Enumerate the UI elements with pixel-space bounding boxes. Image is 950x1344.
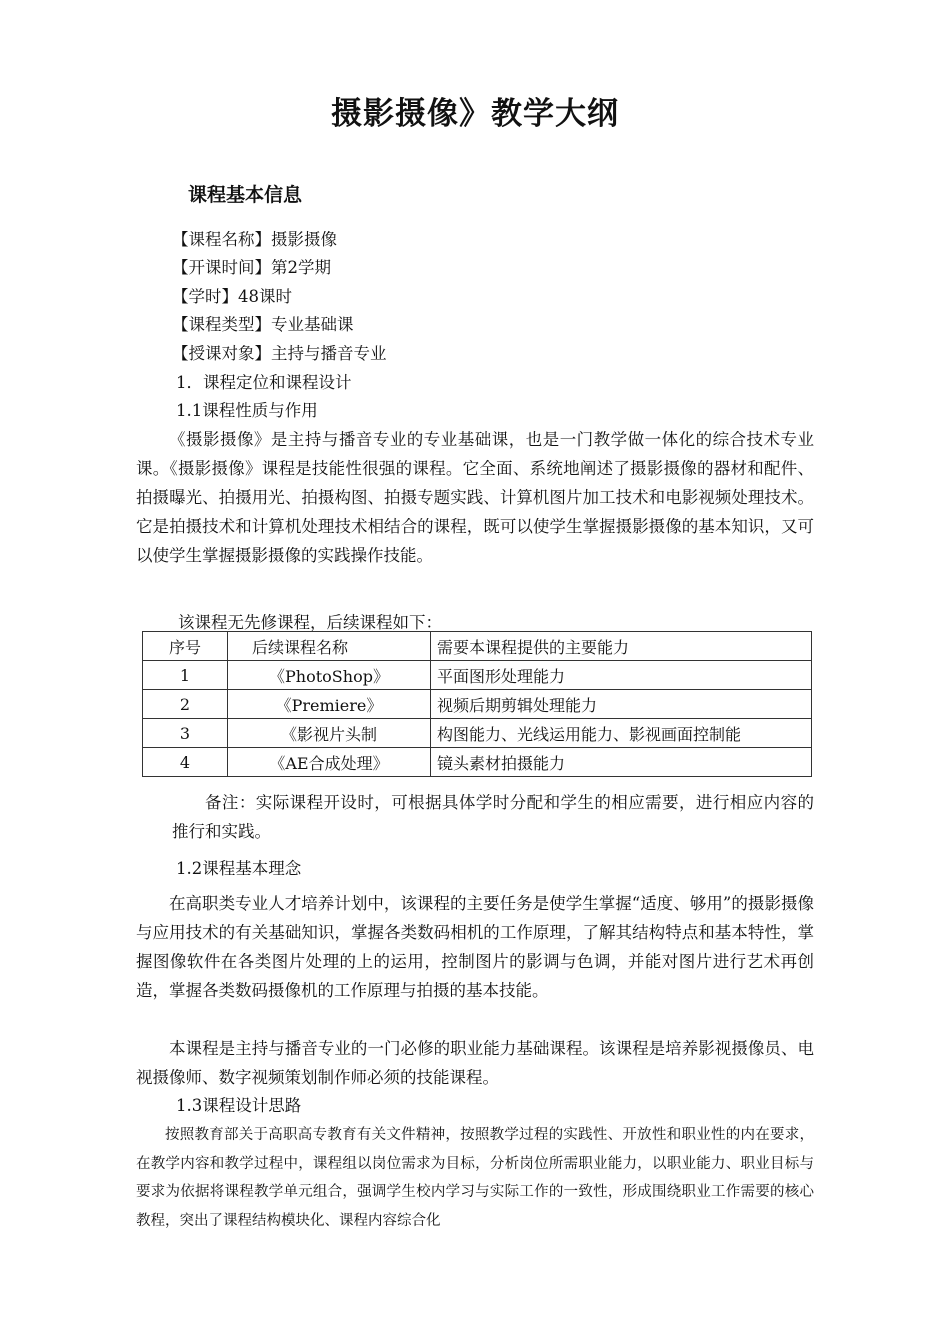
table-row xyxy=(143,719,812,748)
table-cell: 镜头素材拍摄能力 xyxy=(431,748,812,777)
heading-1-1: 1.1课程性质与作用 xyxy=(176,401,318,420)
table-header-cell: 需要本课程提供的主要能力 xyxy=(431,632,812,661)
table-cell: 《PhotoShop》 xyxy=(228,661,431,690)
heading-1-3: 1.3课程设计思路 xyxy=(176,1096,302,1115)
section-heading: 课程基本信息 xyxy=(188,184,303,206)
table-intro: 该课程无先修课程，后续课程如下： xyxy=(178,613,442,632)
table-row xyxy=(143,661,812,690)
paragraph-required-course: 本课程是主持与播音专业的一门必修的职业能力基础课程。该课程是培养影视摄像员、电视摄像师、数字视频策划制作师必须的技能课程。 xyxy=(136,1039,814,1087)
table-note: 备注：实际课程开设时，可根据具体学时分配和学生的相应需要，进行相应内容的推行和实践。 xyxy=(172,793,814,841)
table-header-cell: 序号 xyxy=(143,632,228,661)
table-cell: 3 xyxy=(143,719,228,748)
paragraph-philosophy: 在高职类专业人才培养计划中，该课程的主要任务是使学生掌握“适度、够用”的摄影摄像与应用技术的有关基础知识，掌握各类数码相机的工作原理，了解其结构特点和基本特性，掌握图像软件在各类图片处理的上的运用，控制图片的影调与色调，并能对图片进行艺术再创造，掌握各类数码摄像机的工作原理与拍摄的基本技能。 xyxy=(136,894,814,1000)
table-header-cell: 后续课程名称 xyxy=(228,632,431,661)
info-hours: 【学时】48课时 xyxy=(172,287,292,306)
table-cell: 构图能力、光线运用能力、影视画面控制能 xyxy=(431,719,812,748)
info-course-type: 【课程类型】专业基础课 xyxy=(172,315,354,334)
table-cell: 视频后期剪辑处理能力 xyxy=(431,690,812,719)
info-term: 【开课时间】第2学期 xyxy=(172,258,331,277)
info-audience: 【授课对象】主持与播音专业 xyxy=(172,344,387,363)
table-row xyxy=(143,690,812,719)
table-cell: 4 xyxy=(143,748,228,777)
follow-up-course-table xyxy=(142,631,812,777)
paragraph-nature: 《摄影摄像》是主持与播音专业的专业基础课，也是一门教学做一体化的综合技术专业课。《摄影摄像》课程是技能性很强的课程。它全面、系统地阐述了摄影摄像的器材和配件、拍摄曝光、拍摄用光、拍摄构图、拍摄专题实践、计算机图片加工技术和电影视频处理技术。它是拍摄技术和计算机处理技术相结合的课程，既可以使学生掌握摄影摄像的基本知识，又可以使学生掌握摄影摄像的实践操作技能。 xyxy=(136,430,814,565)
table-cell: 2 xyxy=(143,690,228,719)
table-cell: 《影视片头制 xyxy=(228,719,431,748)
table-row xyxy=(143,748,812,777)
document-title: 摄影摄像》教学大纲 xyxy=(331,96,619,132)
heading-1: 1．课程定位和课程设计 xyxy=(176,373,352,392)
table-cell: 1 xyxy=(143,661,228,690)
table-cell: 《AE合成处理》 xyxy=(228,748,431,777)
table-header-row xyxy=(143,632,812,661)
info-course-name: 【课程名称】摄影摄像 xyxy=(172,230,337,249)
table-cell: 平面图形处理能力 xyxy=(431,661,812,690)
table-cell: 《Premiere》 xyxy=(228,690,431,719)
heading-1-2: 1.2课程基本理念 xyxy=(176,859,302,878)
paragraph-design: 按照教育部关于高职高专教育有关文件精神，按照教学过程的实践性、开放性和职业性的内在要求，在教学内容和教学过程中，课程组以岗位需求为目标，分析岗位所需职业能力，以职业能力、职业目标与要求为依据将课程教学单元组合，强调学生校内学习与实际工作的一致性，形成围绕职业工作需要的核心教程，突出了课程结构模块化、课程内容综合化 xyxy=(136,1127,814,1229)
